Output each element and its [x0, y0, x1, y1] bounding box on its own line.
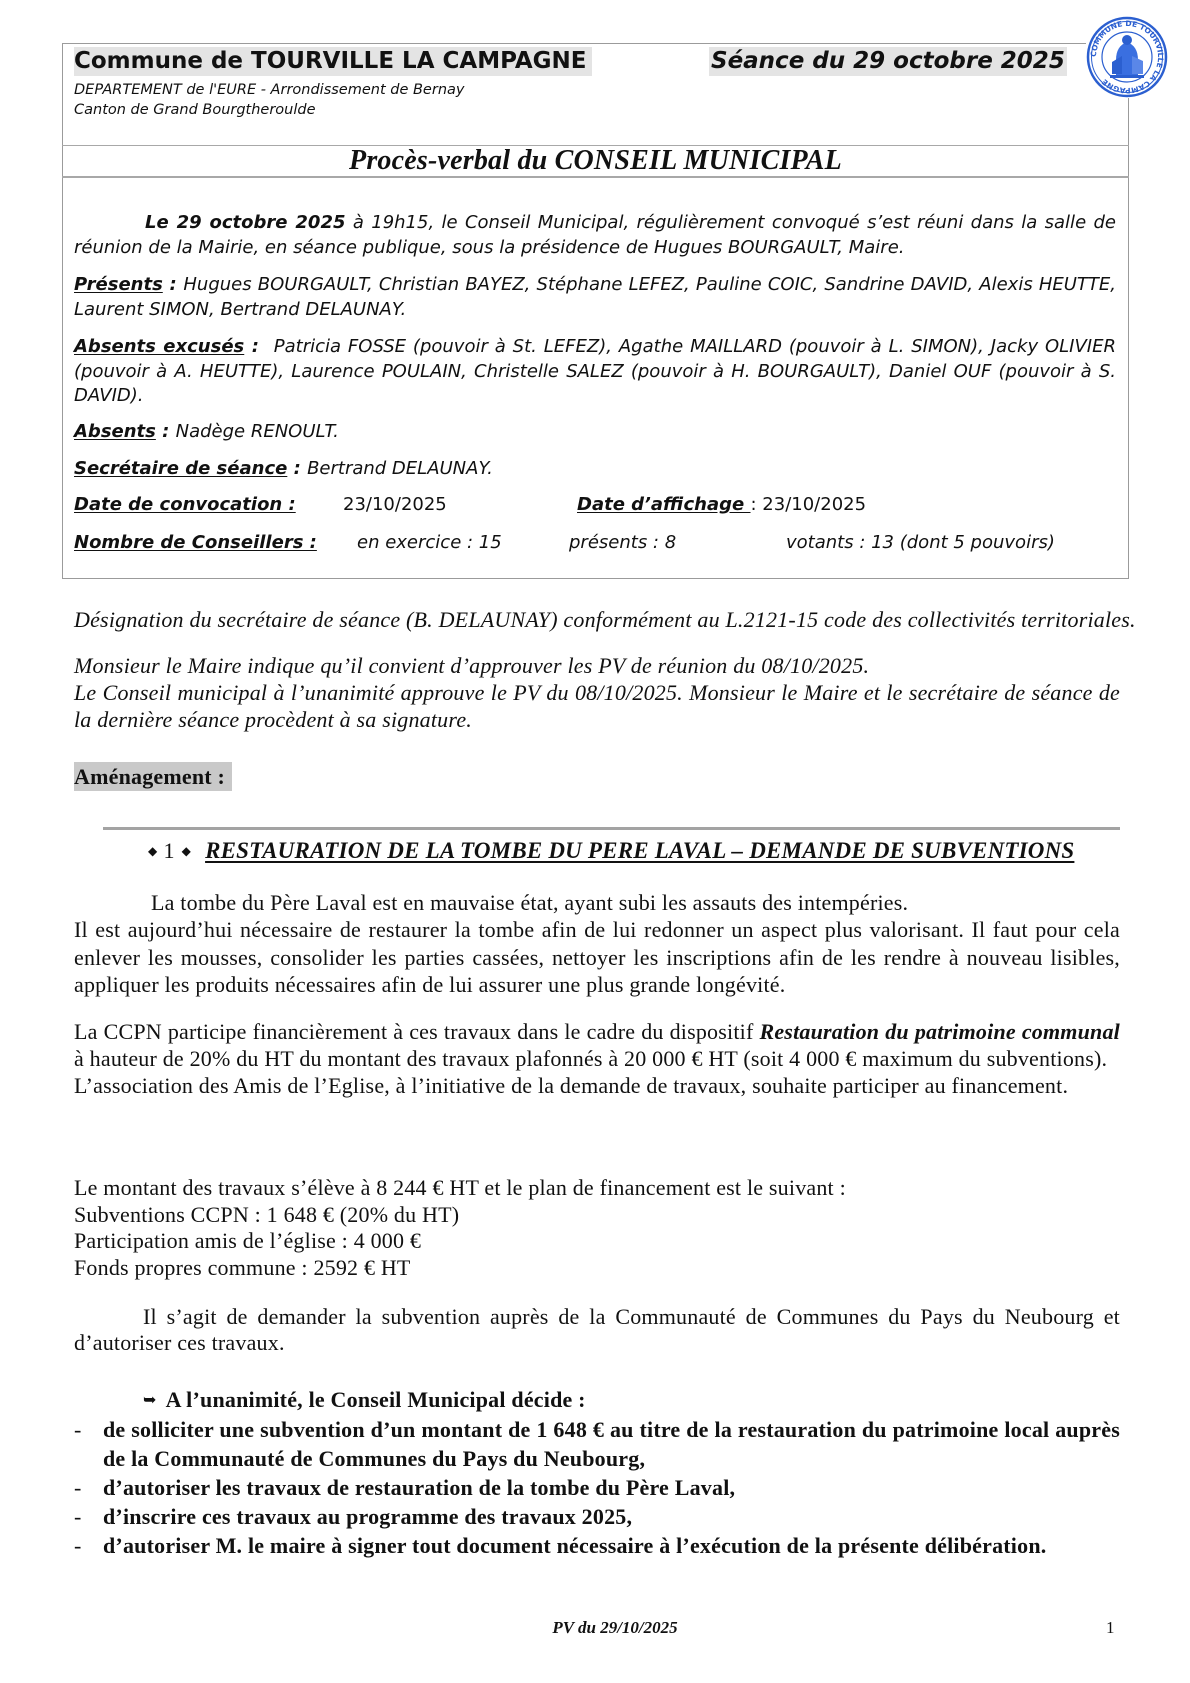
decision-item [74, 1415, 1120, 1473]
decision-item [74, 1502, 1120, 1531]
decision-item-text: d’autoriser M. le maire à signer tout document nécessaire à l’exécution de la présente délibération. [103, 1533, 1047, 1558]
decision-list [74, 1415, 1120, 1560]
dash-bullet: - [74, 1504, 82, 1529]
item-heading [148, 837, 1074, 865]
financing-line: Subventions CCPN : 1 648 € (20% du HT) [74, 1201, 460, 1227]
opening-text: à 19h15, le Conseil Municipal, régulièrement convoqué s’est réuni dans la salle de réunion de la Mairie, en séance publique, sous la présidence de Hugues BOURGAULT, Maire. [74, 212, 1116, 258]
context-intro: La tombe du Père Laval est en mauvaise état, ayant subi les assauts des intempéries. [151, 890, 909, 915]
ccpn-program: Restauration du patrimoine communal [759, 1019, 1120, 1044]
approval-request: Monsieur le Maire indique qu’il convient d’approuver les PV de réunion du 08/10/2025. [74, 653, 870, 678]
commune-seal-stamp-icon [1086, 16, 1168, 98]
secretaire-paragraph [74, 457, 1116, 482]
presents-sep: : [162, 274, 184, 295]
section-label-amenagement: Aménagement : [74, 762, 232, 791]
affichage-value: : 23/10/2025 [750, 494, 867, 515]
conseillers-presents: présents : 8 [569, 532, 677, 553]
absents-excuses-sep: : [244, 336, 274, 357]
departement-line: DEPARTEMENT de l'EURE - Arrondissement de Bernay [74, 82, 465, 98]
convocation-label: Date de convocation : [74, 494, 296, 515]
decision-item-text: d’inscrire ces travaux au programme des travaux 2025, [103, 1504, 633, 1529]
affichage-field [577, 492, 866, 517]
dates-row [0, 492, 1190, 517]
financing-intro: Le montant des travaux s’élève à 8 244 € HT et le plan de financement est le suivant : [74, 1175, 846, 1200]
presents-paragraph [74, 273, 1116, 322]
decision-heading-text: A l’unanimité, le Conseil Municipal décide : [165, 1387, 586, 1412]
stamp-text: COMMUNE DE TOURVILLE LA CAMPAGNE [1088, 18, 1166, 96]
approval-statement: Le Conseil municipal à l’unanimité approuve le PV du 08/10/2025. Monsieur le Maire et le secrétaire de séance de la dernière séance procèdent à sa signature. [74, 680, 1120, 732]
designation-secretaire: Désignation du secrétaire de séance (B. DELAUNAY) conformément au L.2121-15 code des collectivités territoriales. [74, 607, 1136, 632]
context-paragraph [74, 889, 1120, 998]
convocation-value: 23/10/2025 [343, 494, 447, 515]
document-title: Procès-verbal du CONSEIL MUNICIPAL [349, 145, 842, 176]
secretaire-sep: : [287, 458, 308, 479]
request-paragraph: Il s’agit de demander la subvention auprès de la Communauté de Communes du Pays du Neubourg et d’autoriser ces travaux. [74, 1304, 1120, 1355]
conseillers-en-exercice: en exercice : 15 [357, 532, 502, 553]
opening-paragraph [74, 211, 1116, 260]
absents-excuses-label: Absents excusés [74, 336, 245, 357]
ccpn-text-after: à hauteur de 20% du HT du montant des travaux plafonnés à 20 000 € HT (soit 4 000 € maximum du subventions). [74, 1046, 1108, 1072]
conseillers-votants: votants : 13 (dont 5 pouvoirs) [786, 532, 1055, 553]
absents-label: Absents [74, 421, 156, 442]
ccpn-text: La CCPN participe financièrement à ces travaux dans le cadre du dispositif [74, 1019, 760, 1044]
absents-names: Nadège RENOULT. [175, 421, 339, 442]
footer-label: PV du 29/10/2025 [552, 1618, 678, 1637]
financing-line: Fonds propres commune : 2592 € HT [74, 1255, 411, 1281]
diamond-bullet-icon: ◆ [181, 843, 192, 858]
item-number: 1 [163, 838, 175, 863]
secretaire-name: Bertrand DELAUNAY. [307, 458, 493, 479]
commune-title: Commune de TOURVILLE LA CAMPAGNE [74, 47, 592, 76]
arrow-icon: ➥ [143, 1390, 157, 1409]
context-detail: Il est aujourd’hui nécessaire de restaurer la tombe afin de lui redonner un aspect plus valorisant. Il faut pour cela enlever les mousses, consolider les parties cassées, nettoyer les inscriptions afin de les rendre à nouveau lisibles, appliquer les produits nécessaires afin de lui assurer une plus grande longévité. [74, 917, 1120, 997]
meeting-date: Le 29 octobre 2025 [145, 212, 346, 233]
presents-names: Hugues BOURGAULT, Christian BAYEZ, Stéphane LEFEZ, Pauline COIC, Sandrine DAVID, Alexis HEUTTE, Laurent SIMON, Bertrand DELAUNAY. [74, 274, 1117, 320]
section-rule [103, 827, 1120, 830]
presents-label: Présents [74, 274, 163, 295]
item-title: RESTAURATION DE LA TOMBE DU PERE LAVAL – DEMANDE DE SUBVENTIONS [205, 838, 1075, 863]
canton-line: Canton de Grand Bourgtheroulde [74, 102, 316, 118]
conseillers-label: Nombre de Conseillers : [74, 532, 317, 553]
absents-paragraph [74, 420, 1116, 445]
dash-bullet: - [74, 1533, 82, 1558]
secretaire-label: Secrétaire de séance [74, 458, 288, 479]
decision-item [74, 1473, 1120, 1502]
decision-item [74, 1531, 1120, 1560]
diamond-bullet-icon: ◆ [148, 843, 158, 858]
approval-paragraph [74, 652, 1120, 733]
dash-bullet: - [74, 1417, 82, 1442]
page-number: 1 [1106, 1618, 1115, 1637]
seance-date: Séance du 29 octobre 2025 [711, 48, 1065, 74]
conseillers-row [0, 530, 1190, 555]
decision-item-text: d’autoriser les travaux de restauration de la tombe du Père Laval, [103, 1475, 736, 1500]
absents-sep: : [155, 421, 176, 442]
absents-excuses-paragraph [74, 335, 1116, 409]
ccpn-paragraph [74, 1018, 1120, 1100]
absents-excuses-names: Patricia FOSSE (pouvoir à St. LEFEZ), Agathe MAILLARD (pouvoir à L. SIMON), Jacky OLIVIER (pouvoir à A. HEUTTE), Laurence POULAIN, Christelle SALEZ (pouvoir à H. BOURGAULT), Daniel OUF (pouvoir à S. DAVID). [74, 336, 1116, 407]
affichage-label: Date d’affichage [577, 494, 751, 515]
decision-item-text: de solliciter une subvention d’un montant de 1 648 € au titre de la restauration du patrimoine local auprès de la Communauté de Communes du Pays du Neubourg, [103, 1417, 1120, 1471]
dash-bullet: - [74, 1475, 82, 1500]
decision-heading [143, 1386, 586, 1414]
financing-plan [74, 1175, 1120, 1282]
association-text: L’association des Amis de l’Eglise, à l’initiative de la demande de travaux, souhaite participer au financement. [74, 1073, 1069, 1099]
financing-line: Participation amis de l’église : 4 000 € [74, 1228, 422, 1254]
